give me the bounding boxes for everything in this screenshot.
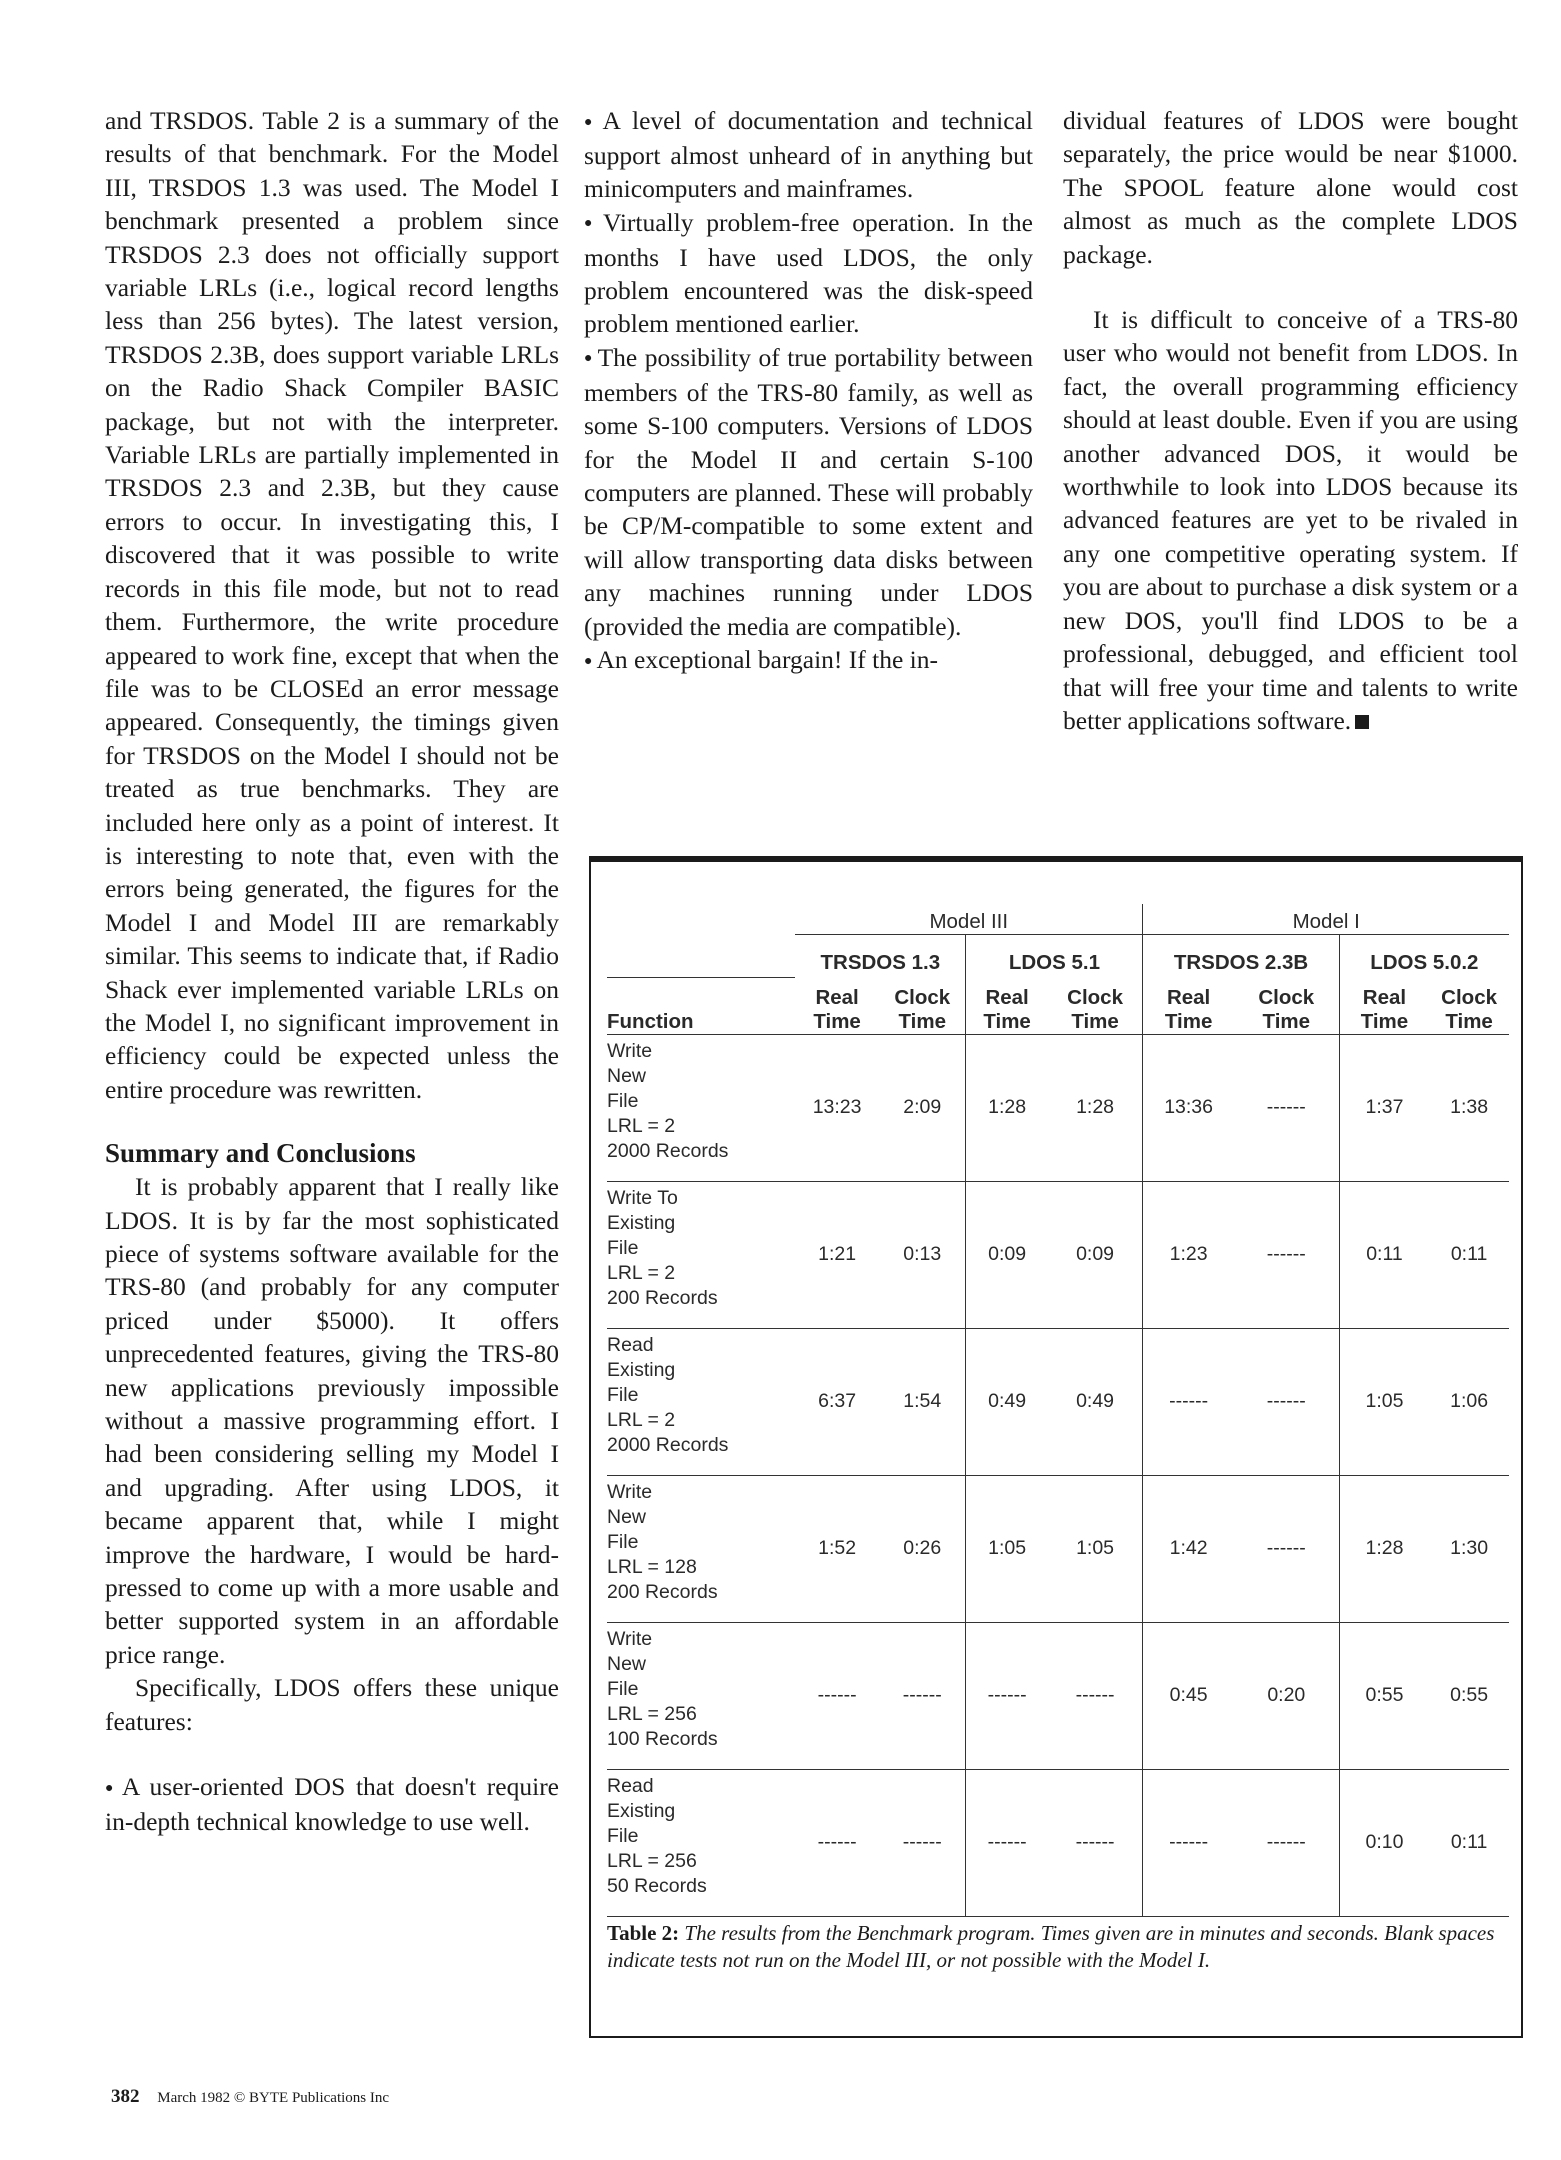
time-cell: 0:10: [1339, 1769, 1429, 1916]
time-cell: 1:23: [1143, 1181, 1234, 1328]
function-line: 50 Records: [607, 1874, 707, 1897]
time-label: Time: [983, 1009, 1031, 1033]
time-cell: ------: [966, 1769, 1048, 1916]
time-cell: ------: [1048, 1769, 1143, 1916]
time-cell: 1:38: [1429, 1034, 1509, 1181]
time-cell: ------: [1234, 1034, 1339, 1181]
time-cell: 1:05: [1048, 1475, 1143, 1622]
function-line: File: [607, 1383, 639, 1406]
dos-header: TRSDOS 1.3: [795, 935, 966, 978]
time-cell: 0:09: [966, 1181, 1048, 1328]
model-i-header: Model I: [1143, 904, 1509, 935]
function-line: 100 Records: [607, 1727, 718, 1750]
function-line: LRL = 2: [607, 1408, 676, 1431]
caption-label: Table 2:: [607, 1921, 680, 1945]
function-line: 200 Records: [607, 1580, 718, 1603]
section-heading: Summary and Conclusions: [105, 1138, 416, 1169]
function-line: File: [607, 1089, 639, 1112]
time-label: Time: [1360, 1009, 1409, 1033]
clock-label: Clock: [894, 985, 951, 1009]
time-cell: ------: [966, 1622, 1048, 1769]
table-caption: [607, 1920, 1507, 1974]
time-cell: 0:13: [879, 1181, 966, 1328]
function-line: 200 Records: [607, 1286, 718, 1309]
corner-cell: [607, 904, 795, 935]
function-line: LRL = 256: [607, 1702, 697, 1725]
time-cell: 0:26: [879, 1475, 966, 1622]
time-cell: ------: [879, 1622, 966, 1769]
time-label: Time: [1164, 1009, 1213, 1033]
function-cell: [607, 1475, 795, 1622]
paragraph: dividual features of LDOS were bought separately, the price would be near $1000. The SPOOL feature alone would cost almost as much as the complete LDOS package.: [1063, 106, 1518, 269]
function-line: File: [607, 1236, 639, 1259]
dos-header: LDOS 5.0.2: [1370, 951, 1479, 974]
function-line: Write To: [607, 1186, 678, 1209]
function-line: New: [607, 1505, 647, 1528]
caption-text: The results from the Benchmark program. Times given are in minutes and seconds. Blank spaces indicate tests not run on the Model III, or not possible with the Model I.: [607, 1921, 1495, 1972]
bullet-item: ● Virtually problem-free operation. In the months I have used LDOS, the only problem encountered was the disk-speed problem mentioned earlier.: [584, 206, 1033, 341]
function-line: LRL = 128: [607, 1555, 697, 1578]
time-cell: 13:23: [795, 1034, 879, 1181]
time-label: Time: [1071, 1009, 1119, 1033]
function-line: File: [607, 1530, 639, 1553]
time-cell: 0:11: [1429, 1181, 1509, 1328]
page-footer: [111, 2086, 389, 2108]
article-column-3: [1063, 104, 1518, 737]
time-cell: 0:45: [1143, 1622, 1234, 1769]
time-label: Time: [898, 1009, 946, 1033]
paragraph-text: It is difficult to conceive of a TRS-80 user who would not benefit from LDOS. In fact, the overall programming efficiency should at least double. Even if you are using another advanced DOS, it would be worthwhile to look into LDOS because its advanced features are yet to be rivaled in any one competitive operating system. If you are about to purchase a disk system or a new DOS, you'll find LDOS to be a professional, debugged, and efficient tool that will free your time and talents to write better applications software.: [1063, 305, 1518, 735]
function-line: 2000 Records: [607, 1139, 729, 1162]
paragraph: Specifically, LDOS offers these unique features:: [105, 1673, 559, 1736]
function-line: 2000 Records: [607, 1433, 729, 1456]
function-line: Read: [607, 1333, 654, 1356]
table-row: [607, 1328, 1509, 1475]
function-line: Existing: [607, 1358, 676, 1381]
time-cell: ------: [879, 1769, 966, 1916]
real-label: Real: [1362, 985, 1407, 1009]
article-column-1: [105, 104, 559, 1838]
table-row: [607, 1181, 1509, 1328]
time-cell: 1:05: [966, 1475, 1048, 1622]
function-line: File: [607, 1824, 639, 1847]
time-cell: 1:52: [795, 1475, 879, 1622]
time-cell: ------: [1048, 1622, 1143, 1769]
time-cell: 1:21: [795, 1181, 879, 1328]
real-time-header: [1339, 977, 1429, 1034]
table-body: [607, 1034, 1509, 1916]
clock-time-header: [1048, 977, 1143, 1034]
clock-label: Clock: [1441, 985, 1497, 1009]
page-number: 382: [111, 2086, 140, 2107]
time-cell: 1:06: [1429, 1328, 1509, 1475]
real-time-header: [1143, 977, 1234, 1034]
function-cell: [607, 1181, 795, 1328]
dos-header: TRSDOS 2.3B: [1143, 935, 1339, 978]
time-cell: ------: [1143, 1328, 1234, 1475]
time-cell: ------: [1234, 1769, 1339, 1916]
time-cell: 2:09: [879, 1034, 966, 1181]
time-cell: 0:55: [1339, 1622, 1429, 1769]
time-cell: 1:28: [1048, 1034, 1143, 1181]
table-2-box: [589, 856, 1523, 2038]
real-time-header: [795, 977, 879, 1034]
article-column-2: [584, 104, 1033, 678]
function-line: Existing: [607, 1799, 676, 1822]
function-header: Function: [607, 977, 795, 1034]
real-time-header: [966, 977, 1048, 1034]
clock-time-header: [879, 977, 966, 1034]
bullet-item: ● A user-oriented DOS that doesn't require in-depth technical knowledge to use well.: [105, 1770, 559, 1838]
bullet-item: ● An exceptional bargain! If the in-: [584, 643, 1033, 678]
footer-text: March 1982 © BYTE Publications Inc: [157, 2090, 390, 2106]
time-cell: 0:49: [966, 1328, 1048, 1475]
function-line: Write: [607, 1039, 653, 1062]
paragraph: and TRSDOS. Table 2 is a summary of the results of that benchmark. For the Model III, TRSDOS 1.3 was used. The Model I benchmark presented a problem since TRSDOS 2.3 does not officially support variable LRLs (i.e., logical record lengths less than 256 bytes). The latest version, TRSDOS 2.3B, does support variable LRLs on the Radio Shack Compiler BASIC package, but not with the interpreter. Variable LRLs are partially implemented in TRSDOS 2.3 and 2.3B, but they cause errors to occur. In investigating this, I discovered that it was possible to write records in this file mode, but not to read them. Furthermore, the write procedure appeared to work fine, except that when the file was to be CLOSEd an error message appeared. Consequently, the timings given for TRSDOS on the Model I should not be treated as true benchmarks. They are included here only as a point of interest. It is interesting to note that, even with the errors being generated, the figures for the Model I and Model III are remarkably similar. This seems to indicate that, if Radio Shack ever implemented variable LRLs on the Model I, no significant improvement in efficiency could be expected unless the entire procedure was rewritten.: [105, 106, 559, 1104]
clock-time-header: [1234, 977, 1339, 1034]
benchmark-table: [607, 904, 1509, 1917]
model-iii-header: Model III: [795, 904, 1143, 935]
time-cell: 0:09: [1048, 1181, 1143, 1328]
time-cell: 1:28: [966, 1034, 1048, 1181]
function-cell: [607, 1328, 795, 1475]
function-line: LRL = 2: [607, 1261, 676, 1284]
function-line: Write: [607, 1480, 653, 1503]
function-line: Read: [607, 1774, 654, 1797]
clock-label: Clock: [1258, 985, 1315, 1009]
time-label: Time: [813, 1009, 861, 1033]
paragraph: [1063, 303, 1518, 737]
function-line: New: [607, 1064, 647, 1087]
bullet-item: ● The possibility of true portability between members of the TRS-80 family, as well as some S-100 computers. Versions of LDOS for the Model II and certain S-100 computers are planned. These will probably be CP/M-compatible to some extent and will allow transporting data disks between any machines running under LDOS (provided the media are compatible).: [584, 341, 1033, 643]
time-cell: 0:20: [1234, 1622, 1339, 1769]
function-line: File: [607, 1677, 639, 1700]
time-cell: 0:49: [1048, 1328, 1143, 1475]
time-cell: ------: [795, 1769, 879, 1916]
table-row: [607, 1034, 1509, 1181]
time-cell: ------: [1234, 1328, 1339, 1475]
function-cell: [607, 1034, 795, 1181]
function-cell: [607, 1769, 795, 1916]
time-cell: 1:54: [879, 1328, 966, 1475]
function-cell: [607, 1622, 795, 1769]
time-label: Time: [1445, 1009, 1493, 1033]
bullet-item: ● A level of documentation and technical support almost unheard of in anything but minicomputers and mainframes.: [584, 104, 1033, 206]
function-line: New: [607, 1652, 647, 1675]
time-cell: 6:37: [795, 1328, 879, 1475]
time-cell: ------: [795, 1622, 879, 1769]
paragraph: It is probably apparent that I really like LDOS. It is by far the most sophisticated piece of systems software available for the TRS-80 (and probably for any computer priced under $5000). It offers unprecedented features, giving the TRS-80 new applications previously impossible without a massive programming effort. I had been considering selling my Model I and upgrading. After using LDOS, it became apparent that, while I might improve the hardware, I would be hard-pressed to come up with a more usable and better supported system in an affordable price range.: [105, 1172, 559, 1669]
function-line: LRL = 2: [607, 1114, 676, 1137]
function-line: LRL = 256: [607, 1849, 697, 1872]
time-cell: 1:42: [1143, 1475, 1234, 1622]
real-label: Real: [1166, 985, 1211, 1009]
function-line: Existing: [607, 1211, 676, 1234]
real-label: Real: [815, 985, 859, 1009]
time-cell: 0:55: [1429, 1622, 1509, 1769]
function-line: Write: [607, 1627, 653, 1650]
table-row: [607, 1622, 1509, 1769]
time-cell: 1:28: [1339, 1475, 1429, 1622]
time-cell: ------: [1143, 1769, 1234, 1916]
time-cell: ------: [1234, 1475, 1339, 1622]
clock-label: Clock: [1067, 985, 1123, 1009]
end-mark-icon: [1355, 715, 1369, 729]
time-cell: ------: [1234, 1181, 1339, 1328]
table-row: [607, 1475, 1509, 1622]
time-cell: 0:11: [1339, 1181, 1429, 1328]
real-label: Real: [985, 985, 1029, 1009]
dos-header: LDOS 5.1: [966, 935, 1143, 978]
time-cell: 1:30: [1429, 1475, 1509, 1622]
table-row: [607, 1769, 1509, 1916]
time-cell: 1:05: [1339, 1328, 1429, 1475]
clock-time-header: [1429, 977, 1509, 1034]
time-label: Time: [1262, 1009, 1311, 1033]
function-spacer: [607, 935, 795, 978]
time-cell: 1:37: [1339, 1034, 1429, 1181]
time-cell: 0:11: [1429, 1769, 1509, 1916]
time-cell: 13:36: [1143, 1034, 1234, 1181]
